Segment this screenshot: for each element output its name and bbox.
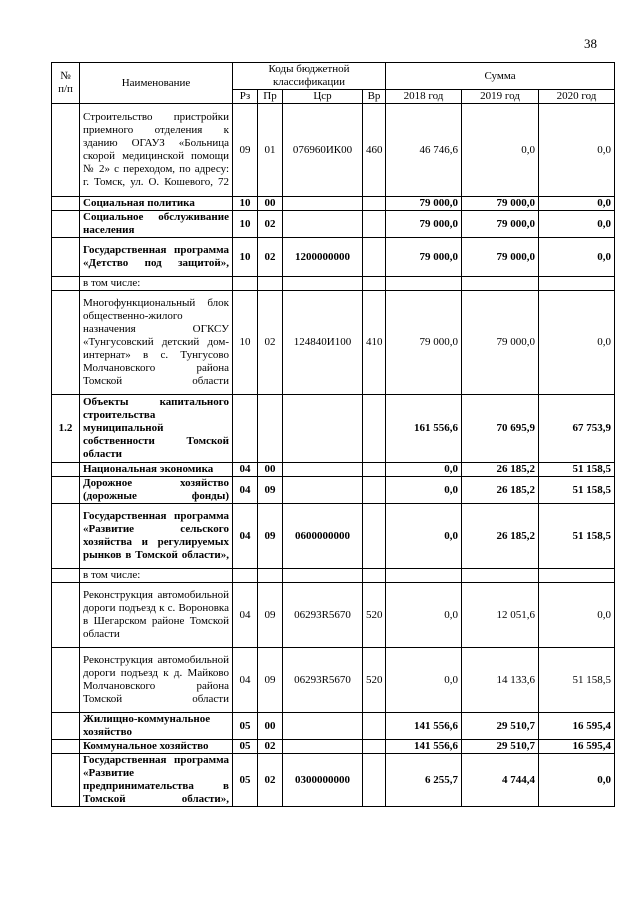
row-rz	[233, 395, 258, 463]
row-2018	[386, 277, 462, 291]
row-name: Реконструкция автомобильной дороги подъезд к с. Вороновка в Шегарском районе Томской области	[80, 583, 233, 648]
row-2020: 16 595,4	[539, 740, 615, 754]
row-pr: 02	[258, 211, 283, 238]
row-2020: 0,0	[539, 291, 615, 395]
row-2018: 0,0	[386, 648, 462, 713]
header-2020: 2020 год	[539, 90, 615, 104]
row-2020: 0,0	[539, 754, 615, 807]
row-vr	[363, 238, 386, 277]
row-2020: 0,0	[539, 211, 615, 238]
row-num	[52, 197, 80, 211]
row-pr: 09	[258, 583, 283, 648]
row-name: Коммунальное хозяйство	[80, 740, 233, 754]
row-name: Жилищно-коммунальное хозяйство	[80, 713, 233, 740]
row-vr	[363, 277, 386, 291]
table-row	[52, 211, 615, 238]
table-row	[52, 104, 615, 197]
row-num	[52, 754, 80, 807]
table-row	[52, 504, 615, 569]
row-num: 1.2	[52, 395, 80, 463]
row-name: Государственная программа «Детство под защитой»,	[80, 238, 233, 277]
row-2019: 29 510,7	[462, 740, 539, 754]
row-2020	[539, 569, 615, 583]
row-vr	[363, 395, 386, 463]
row-2020: 51 158,5	[539, 463, 615, 477]
row-2020	[539, 277, 615, 291]
row-vr	[363, 197, 386, 211]
row-num	[52, 504, 80, 569]
row-csr	[283, 713, 363, 740]
header-pr: Пр	[258, 90, 283, 104]
row-pr: 09	[258, 477, 283, 504]
row-name: Национальная экономика	[80, 463, 233, 477]
row-2019: 26 185,2	[462, 463, 539, 477]
row-vr	[363, 740, 386, 754]
row-name: Социальная политика	[80, 197, 233, 211]
row-2018: 0,0	[386, 504, 462, 569]
row-pr: 00	[258, 463, 283, 477]
row-2019: 4 744,4	[462, 754, 539, 807]
row-rz: 04	[233, 648, 258, 713]
row-csr	[283, 211, 363, 238]
row-rz: 09	[233, 104, 258, 197]
row-2019: 26 185,2	[462, 504, 539, 569]
row-pr: 09	[258, 648, 283, 713]
table-row	[52, 754, 615, 807]
row-num	[52, 583, 80, 648]
page-number: 38	[584, 36, 597, 51]
row-name: в том числе:	[80, 569, 233, 583]
table-row	[52, 277, 615, 291]
row-num	[52, 104, 80, 197]
row-rz: 10	[233, 291, 258, 395]
row-2018: 141 556,6	[386, 740, 462, 754]
table-row	[52, 477, 615, 504]
row-vr	[363, 713, 386, 740]
row-pr: 02	[258, 291, 283, 395]
row-2018: 46 746,6	[386, 104, 462, 197]
header-rz: Рз	[233, 90, 258, 104]
row-name: в том числе:	[80, 277, 233, 291]
row-name: Социальное обслуживание населения	[80, 211, 233, 238]
row-rz: 04	[233, 477, 258, 504]
row-2018: 79 000,0	[386, 197, 462, 211]
row-name: Объекты капитального строительства муниципальной собственности Томской области	[80, 395, 233, 463]
row-2019: 14 133,6	[462, 648, 539, 713]
row-2019	[462, 569, 539, 583]
row-2020: 51 158,5	[539, 477, 615, 504]
row-2018	[386, 569, 462, 583]
table-row	[52, 395, 615, 463]
row-name: Реконструкция автомобильной дороги подъезд к д. Майково Молчановского района Томской области	[80, 648, 233, 713]
row-num	[52, 211, 80, 238]
row-name: Многофункциональный блок общественно-жилого назначения ОГКСУ «Тунгусовский детский дом-интернат» в с. Тунгусово Молчановского района Томской области	[80, 291, 233, 395]
row-pr	[258, 569, 283, 583]
header-name: Наименование	[80, 63, 233, 104]
row-name: Государственная программа «Развитие предпринимательства в Томской области»,	[80, 754, 233, 807]
row-2018: 0,0	[386, 463, 462, 477]
row-pr: 02	[258, 740, 283, 754]
row-name: Строительство пристройки приемного отделения к зданию ОГАУЗ «Больница скорой медицинской помощи № 2» с переходом, по адресу: г. Томск, ул. О. Кошевого, 72	[80, 104, 233, 197]
table-row	[52, 569, 615, 583]
row-num	[52, 238, 80, 277]
row-vr: 460	[363, 104, 386, 197]
row-2018: 0,0	[386, 583, 462, 648]
row-rz: 04	[233, 463, 258, 477]
row-2020: 0,0	[539, 238, 615, 277]
row-rz: 10	[233, 197, 258, 211]
row-2018: 6 255,7	[386, 754, 462, 807]
row-csr: 06293R5670	[283, 583, 363, 648]
row-2019: 79 000,0	[462, 211, 539, 238]
row-csr	[283, 277, 363, 291]
row-vr	[363, 754, 386, 807]
row-rz: 10	[233, 211, 258, 238]
row-2018: 141 556,6	[386, 713, 462, 740]
row-vr: 520	[363, 583, 386, 648]
row-csr	[283, 463, 363, 477]
row-name: Дорожное хозяйство (дорожные фонды)	[80, 477, 233, 504]
row-pr: 02	[258, 238, 283, 277]
row-vr: 520	[363, 648, 386, 713]
row-2020: 67 753,9	[539, 395, 615, 463]
header-codes: Коды бюджетной классификации	[233, 63, 386, 90]
row-2020: 0,0	[539, 197, 615, 211]
table-body	[52, 104, 615, 807]
row-vr	[363, 569, 386, 583]
row-2019: 70 695,9	[462, 395, 539, 463]
row-2019: 79 000,0	[462, 291, 539, 395]
row-num	[52, 463, 80, 477]
row-vr	[363, 477, 386, 504]
header-csr: Цср	[283, 90, 363, 104]
row-pr: 02	[258, 754, 283, 807]
row-csr: 124840И100	[283, 291, 363, 395]
row-rz: 10	[233, 238, 258, 277]
row-csr	[283, 395, 363, 463]
row-2019: 0,0	[462, 104, 539, 197]
row-2019: 12 051,6	[462, 583, 539, 648]
row-pr: 09	[258, 504, 283, 569]
row-2019: 26 185,2	[462, 477, 539, 504]
row-2018: 0,0	[386, 477, 462, 504]
row-csr: 06293R5670	[283, 648, 363, 713]
table-row	[52, 713, 615, 740]
table-row	[52, 238, 615, 277]
row-2019	[462, 277, 539, 291]
table-row	[52, 463, 615, 477]
row-num	[52, 277, 80, 291]
row-num	[52, 291, 80, 395]
row-csr	[283, 197, 363, 211]
row-csr: 0300000000	[283, 754, 363, 807]
row-2019: 79 000,0	[462, 238, 539, 277]
table-row	[52, 583, 615, 648]
row-rz: 04	[233, 504, 258, 569]
table-row	[52, 648, 615, 713]
row-csr: 1200000000	[283, 238, 363, 277]
header-2019: 2019 год	[462, 90, 539, 104]
row-vr	[363, 504, 386, 569]
row-csr: 076960ИК00	[283, 104, 363, 197]
row-2018: 79 000,0	[386, 291, 462, 395]
row-2020: 51 158,5	[539, 504, 615, 569]
row-2020: 0,0	[539, 583, 615, 648]
budget-table	[51, 62, 615, 807]
row-csr	[283, 477, 363, 504]
row-csr	[283, 569, 363, 583]
header-2018: 2018 год	[386, 90, 462, 104]
row-num	[52, 648, 80, 713]
row-2018: 79 000,0	[386, 238, 462, 277]
row-rz	[233, 569, 258, 583]
row-name: Государственная программа «Развитие сельского хозяйства и регулируемых рынков в Томской области»,	[80, 504, 233, 569]
row-pr: 01	[258, 104, 283, 197]
row-csr: 0600000000	[283, 504, 363, 569]
table-row	[52, 291, 615, 395]
table-row	[52, 740, 615, 754]
row-2018: 79 000,0	[386, 211, 462, 238]
row-num	[52, 569, 80, 583]
row-csr	[283, 740, 363, 754]
row-rz: 04	[233, 583, 258, 648]
row-2020: 16 595,4	[539, 713, 615, 740]
row-2019: 79 000,0	[462, 197, 539, 211]
header-sum: Сумма	[386, 63, 615, 90]
row-2020: 51 158,5	[539, 648, 615, 713]
row-pr: 00	[258, 197, 283, 211]
row-rz: 05	[233, 713, 258, 740]
row-num	[52, 713, 80, 740]
row-2020: 0,0	[539, 104, 615, 197]
row-num	[52, 740, 80, 754]
row-rz	[233, 277, 258, 291]
row-rz: 05	[233, 740, 258, 754]
row-pr	[258, 277, 283, 291]
row-pr: 00	[258, 713, 283, 740]
row-vr	[363, 211, 386, 238]
row-2018: 161 556,6	[386, 395, 462, 463]
row-pr	[258, 395, 283, 463]
row-vr: 410	[363, 291, 386, 395]
header-num: № п/п	[52, 63, 80, 104]
row-vr	[363, 463, 386, 477]
header-vr: Вр	[363, 90, 386, 104]
row-rz: 05	[233, 754, 258, 807]
row-2019: 29 510,7	[462, 713, 539, 740]
row-num	[52, 477, 80, 504]
table-row	[52, 197, 615, 211]
